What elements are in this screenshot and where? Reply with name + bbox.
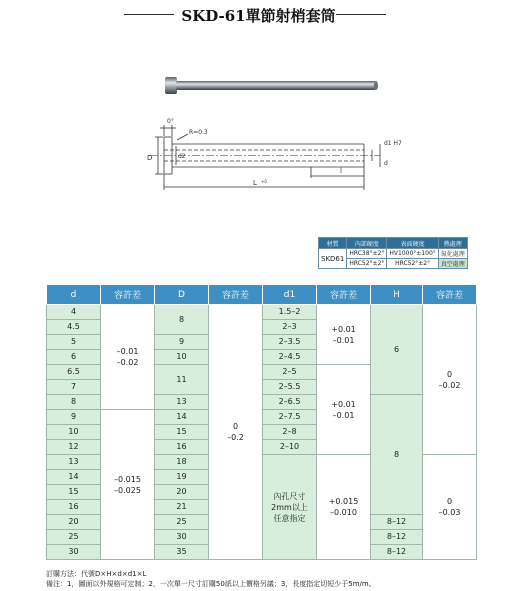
H-cell: 8–12 <box>371 530 423 545</box>
d-tol-cell: –0.01 –0.02 <box>101 305 155 410</box>
col-header: 容許差 <box>423 285 477 305</box>
d1-cell: 2–4.5 <box>263 350 317 365</box>
D-label: D <box>147 154 153 162</box>
D-cell: 9 <box>155 335 209 350</box>
D-cell: 25 <box>155 515 209 530</box>
d-cell: 5 <box>47 335 101 350</box>
H-tol-cell: 0 –0.03 <box>423 455 477 560</box>
d1-cell: 2–8 <box>263 425 317 440</box>
D-cell: 21 <box>155 500 209 515</box>
d1-cell: 2–5.5 <box>263 380 317 395</box>
d1-cell: 2–7.5 <box>263 410 317 425</box>
D-cell: 10 <box>155 350 209 365</box>
d1-cell: 2–6.5 <box>263 395 317 410</box>
spec-cell: HV1000°±100° <box>387 249 438 259</box>
angle-label: 0° <box>167 118 174 125</box>
spec-cell: 真空處理 <box>438 259 467 269</box>
D-cell: 13 <box>155 395 209 410</box>
d-cell: 25 <box>47 530 101 545</box>
D-cell: 15 <box>155 425 209 440</box>
spec-header: 熱處理 <box>438 238 467 249</box>
page-title: SKD-61單節射梢套筒 <box>181 7 336 25</box>
D-cell: 16 <box>155 440 209 455</box>
col-header: 容許差 <box>317 285 371 305</box>
D-cell: 18 <box>155 455 209 470</box>
d-cell: 16 <box>47 500 101 515</box>
d-cell: 12 <box>47 440 101 455</box>
D-cell: 35 <box>155 545 209 560</box>
d1-cell: 2–3.5 <box>263 335 317 350</box>
d-cell: 30 <box>47 545 101 560</box>
d-cell: 20 <box>47 515 101 530</box>
d1-cell: 2–3 <box>263 320 317 335</box>
product-photo <box>165 77 378 94</box>
d-cell: 10 <box>47 425 101 440</box>
d-cell: 8 <box>47 395 101 410</box>
L-tol-label: +0 <box>261 179 267 184</box>
d1-tol-cell: +0.015 –0.010 <box>317 455 371 560</box>
D-cell: 14 <box>155 410 209 425</box>
d1-cell: 2–10 <box>263 440 317 455</box>
D-cell: 19 <box>155 470 209 485</box>
spec-header: 內部硬度 <box>347 238 387 249</box>
spec-table <box>318 237 468 269</box>
D-cell: 20 <box>155 485 209 500</box>
d1h7-label: d1 H7 <box>384 140 402 147</box>
H-tol-cell: 0 –0.02 <box>423 305 477 455</box>
col-header: d <box>47 285 101 305</box>
d-tol-cell: –0.015 –0.025 <box>101 410 155 560</box>
l-small-label: l <box>340 167 342 175</box>
d2-label: d2 <box>178 153 186 160</box>
product-drawing <box>0 0 517 240</box>
H-cell: 8 <box>371 395 423 515</box>
d-right-label: d <box>384 160 388 167</box>
d1-note-cell: 內孔尺寸2mm以上任意指定 <box>263 455 317 560</box>
D-cell: 11 <box>155 365 209 395</box>
col-header: D <box>155 285 209 305</box>
d-cell: 13 <box>47 455 101 470</box>
d-cell: 6 <box>47 350 101 365</box>
d-cell: 14 <box>47 470 101 485</box>
d1-cell: 2–5 <box>263 365 317 380</box>
L-label: L <box>253 179 257 187</box>
order-method: 訂購方法：代號D×H×d×d1×L <box>46 570 147 578</box>
d-cell: 7 <box>47 380 101 395</box>
spec-material: SKD61 <box>319 249 347 269</box>
remarks: 備注：1，圖面以外規格可定制；2，一次單一尺寸訂購50紙以上價格另議；3，長度指定切短少于5m/m。 <box>46 580 376 588</box>
d1-cell: 1.5–2 <box>263 305 317 320</box>
d1-tol-cell: +0.01 –0.01 <box>317 365 371 455</box>
spec-cell: 氮化處理 <box>438 249 467 259</box>
dimension-table <box>46 284 477 560</box>
radius-label: R=0.3 <box>189 129 208 136</box>
D-tol-cell: 0 –0.2 <box>209 305 263 560</box>
d-cell: 4.5 <box>47 320 101 335</box>
col-header: 容許差 <box>101 285 155 305</box>
spec-header: 材質 <box>319 238 347 249</box>
col-header: H <box>371 285 423 305</box>
spec-cell: HRC52°±2° <box>347 259 387 269</box>
spec-cell: HRC52°±2° <box>387 259 438 269</box>
col-header: 容許差 <box>209 285 263 305</box>
col-header: d1 <box>263 285 317 305</box>
spec-header: 表面硬度 <box>387 238 438 249</box>
D-cell: 8 <box>155 305 209 335</box>
notes <box>46 569 376 589</box>
d1-tol-cell: +0.01 –0.01 <box>317 305 371 365</box>
d-cell: 4 <box>47 305 101 320</box>
H-cell: 8–12 <box>371 515 423 530</box>
H-cell: 8–12 <box>371 545 423 560</box>
d-cell: 6.5 <box>47 365 101 380</box>
D-cell: 30 <box>155 530 209 545</box>
H-cell: 6 <box>371 305 423 395</box>
spec-cell: HRC38°±2° <box>347 249 387 259</box>
d-cell: 9 <box>47 410 101 425</box>
d-cell: 15 <box>47 485 101 500</box>
